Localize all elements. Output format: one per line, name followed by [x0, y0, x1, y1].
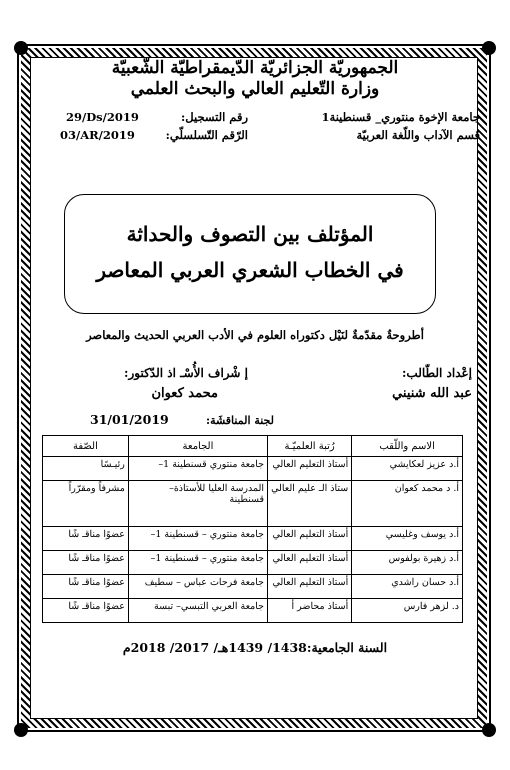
table-row: [43, 551, 463, 575]
member-rank: ستاذ الـ عليم العالي: [268, 481, 352, 527]
member-university: جامعة العربي التبسي– تبسة: [128, 599, 267, 623]
frame-corner-ornament: [482, 723, 496, 737]
member-name: أ.د يوسف وغليسي: [352, 527, 463, 551]
committee-table: [42, 435, 463, 623]
thesis-subtitle: أطروحةٌ مقدّمةٌ لنَيْل دكتوراه العلوم في الأدب العربي الحديث والمعاصر: [86, 328, 424, 342]
frame-corner-ornament: [14, 723, 28, 737]
member-role: مشرفاً ومقرّراً: [43, 481, 129, 527]
table-row: [43, 481, 463, 527]
member-rank: أستاذ التعليم العالي: [268, 527, 352, 551]
member-university: جامعة منتوري – قسنطينة 1–: [128, 551, 267, 575]
member-university: المدرسة العليا للأستاذة– قسنطينة: [128, 481, 267, 527]
column-header: الاسم واللّقب: [352, 436, 463, 457]
registration-label: رقم التسجيل:: [181, 110, 248, 124]
student-label: إعْداد الطّالب:: [401, 366, 472, 380]
member-role: عضوًا مناقـ شًا: [43, 599, 129, 623]
member-name: أ.د عزيز لعكايشي: [352, 457, 463, 481]
member-rank: أستاذ التعليم العالي: [268, 457, 352, 481]
supervisor-label: إ شْراف الأُسْـ اذ الدّكتور:: [124, 366, 248, 380]
table-row: [43, 599, 463, 623]
member-role: عضوًا مناقـ شًا: [43, 575, 129, 599]
member-name: أ.د حسان راشدي: [352, 575, 463, 599]
thesis-title-line-2: في الخطاب الشعري العربي المعاصر: [96, 258, 404, 282]
student-name: عبد الله شنيني: [392, 386, 472, 401]
table-row: [43, 527, 463, 551]
member-name: أ.د زهيرة بولفوس: [352, 551, 463, 575]
member-university: جامعة منتوري – قسنطينة 1–: [128, 527, 267, 551]
member-role: رئيـسًا: [43, 457, 129, 481]
university-name: جامعة الإخوة منتوري_ قسنطينة1: [321, 110, 480, 124]
academic-year: السنة الجامعية:1438/ 1439هـ/ 2017/ 2018م: [122, 640, 388, 655]
defense-date: 31/01/2019: [90, 412, 169, 427]
member-university: جامعة منتوري قسنطينة 1–: [128, 457, 267, 481]
column-header: الصّفة: [43, 436, 129, 457]
serial-number: 03/AR/2019: [60, 128, 135, 142]
member-name: د. لزهر فارس: [352, 599, 463, 623]
column-header: رُتبة العلميّـة: [268, 436, 352, 457]
member-rank: أستاذ التعليم العالي: [268, 575, 352, 599]
thesis-title-box: [64, 194, 436, 314]
member-rank: أستاذ محاضر أ: [268, 599, 352, 623]
thesis-title-line-1: المؤتلف بين التصوف والحداثة: [126, 222, 374, 246]
registration-number: 29/Ds/2019: [66, 110, 139, 124]
table-row: [43, 457, 463, 481]
table-row: [43, 575, 463, 599]
member-rank: أستاذ التعليم العالي: [268, 551, 352, 575]
member-name: أ. د محمد كعوان: [352, 481, 463, 527]
supervisor-name: محمد كعوان: [151, 386, 218, 401]
frame-corner-ornament: [14, 41, 28, 55]
department-name: قسم الآداب واللّغة العربيّة: [356, 128, 480, 142]
ministry-name: وزارة التّعليم العالي والبحث العلمي: [130, 79, 380, 99]
member-university: جامعة فرحات عباس – سطيف: [128, 575, 267, 599]
column-header: الجامعة: [128, 436, 267, 457]
serial-label: الرّقم التّسلسلّي:: [165, 128, 248, 142]
table-header-row: [43, 436, 463, 457]
committee-label: لجنة المناقشَة:: [206, 414, 274, 427]
member-role: عضوًا مناقـ شًا: [43, 527, 129, 551]
republic-name: الجمهوريّة الجزائريّة الدّيمقراطيّة الشّعبيّة: [111, 58, 399, 78]
member-role: عضوًا مناقـ شًا: [43, 551, 129, 575]
frame-corner-ornament: [482, 41, 496, 55]
